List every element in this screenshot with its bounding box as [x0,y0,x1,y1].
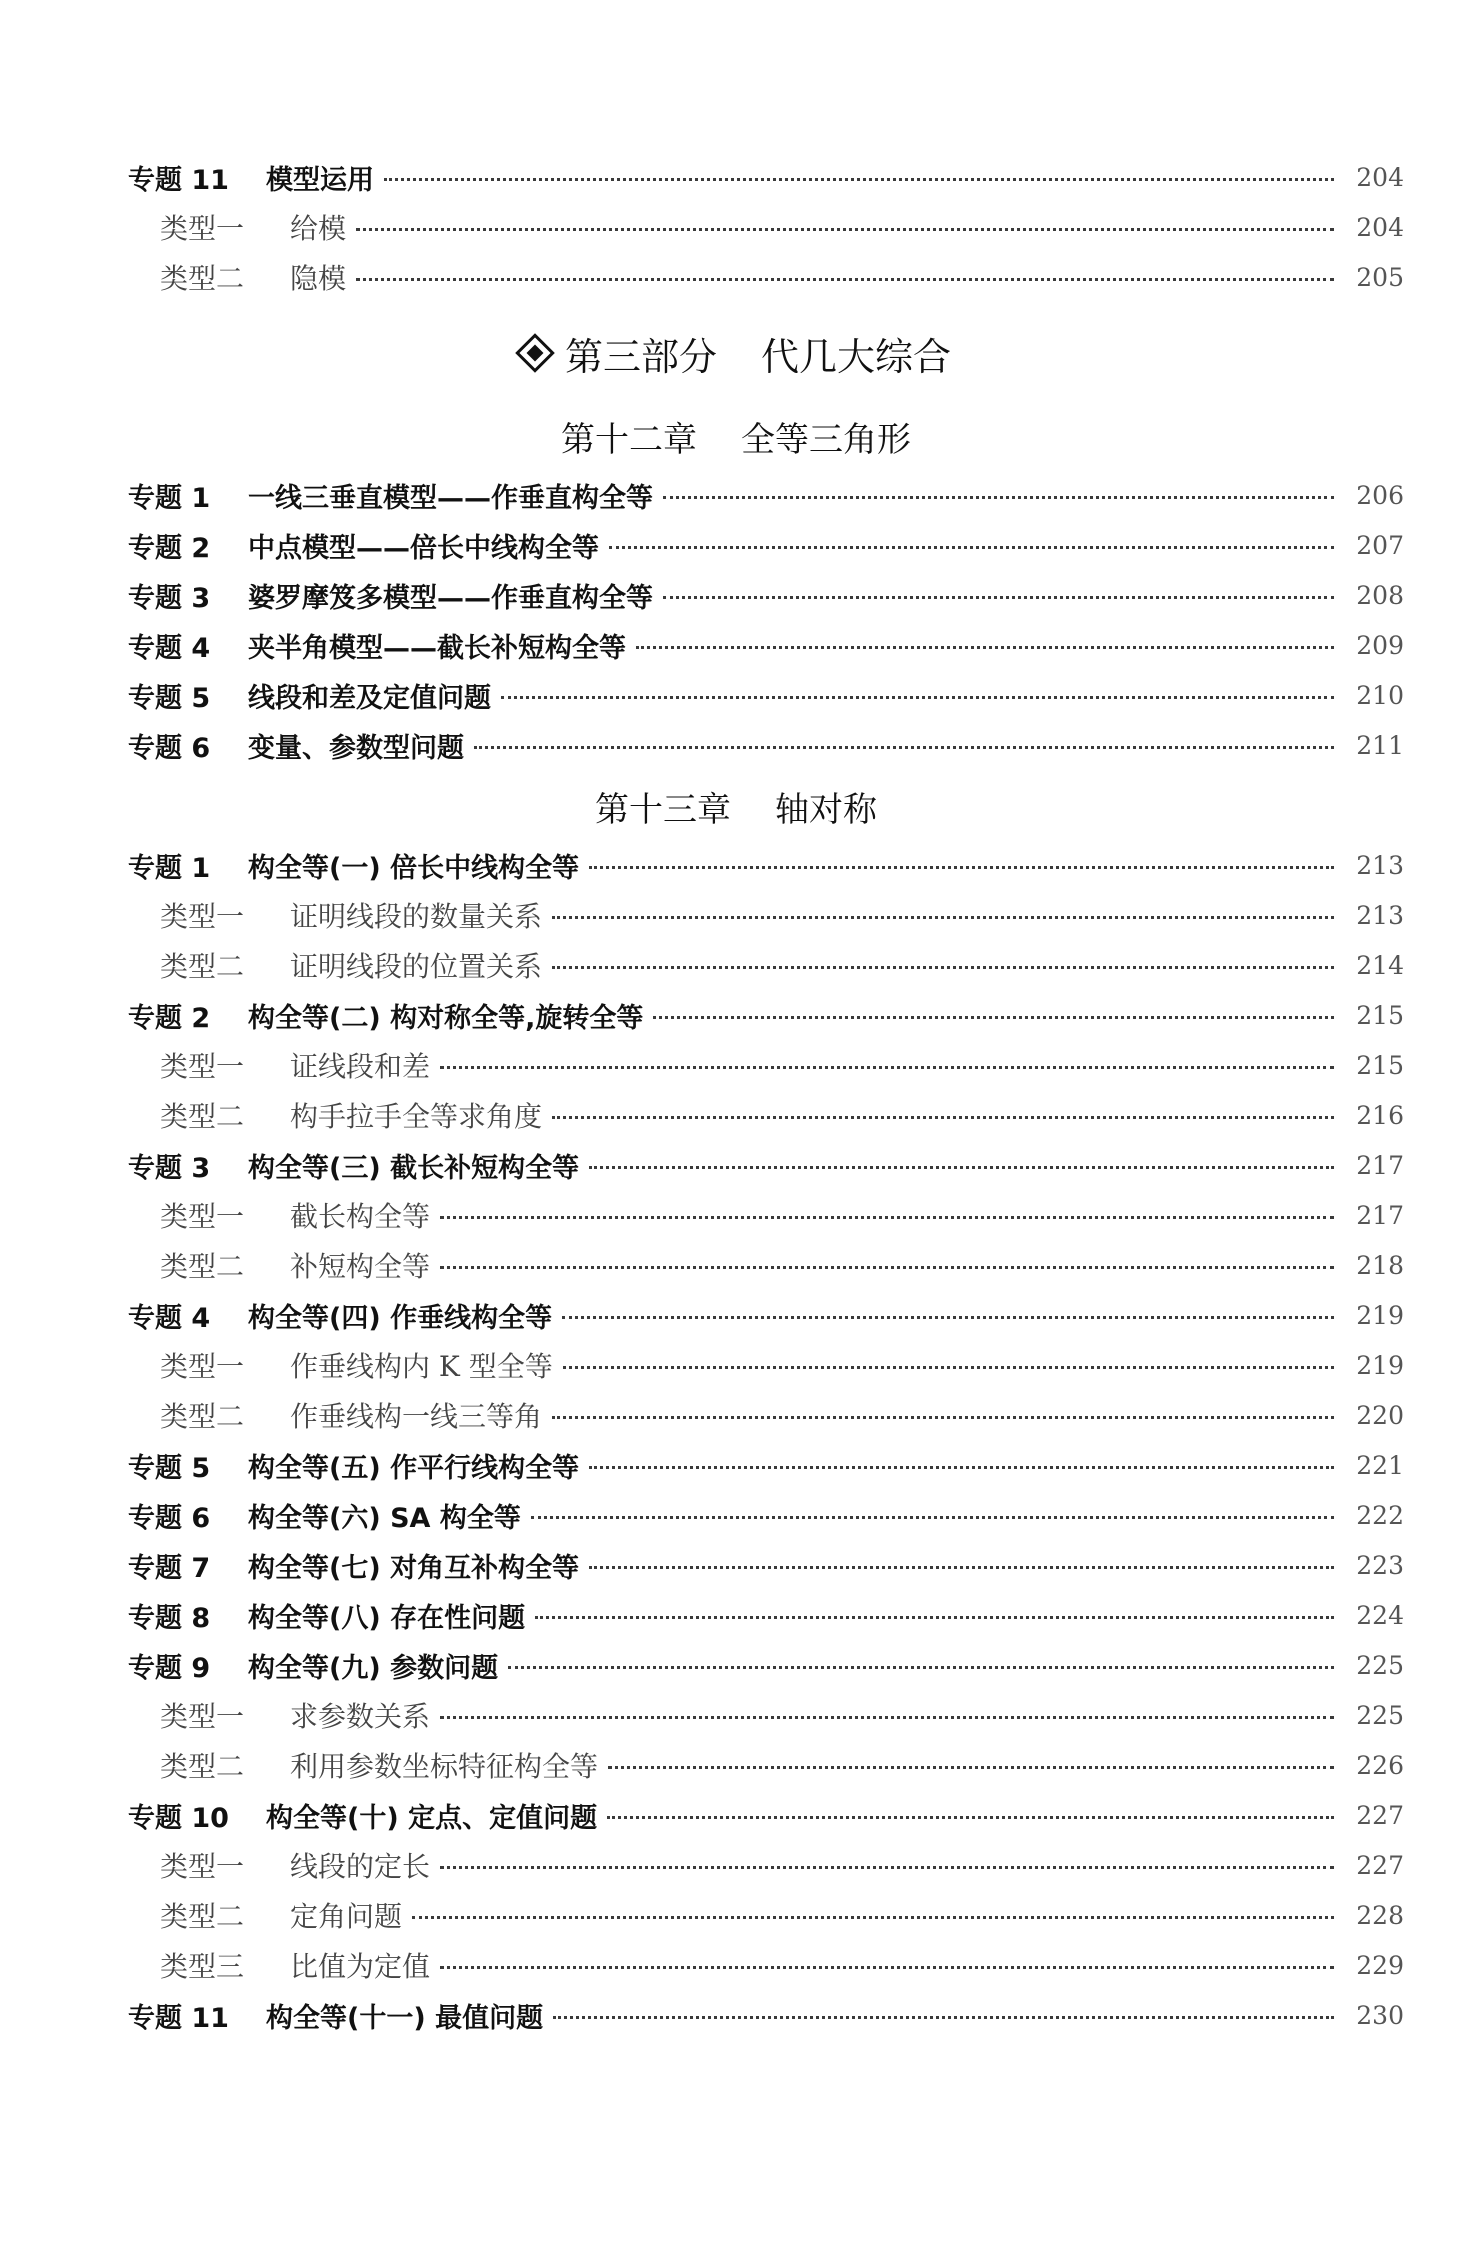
entry-prefix: 专题 2 [128,532,211,564]
entry-page-number: 218 [1356,1250,1404,1280]
entry-page-number: 225 [1356,1700,1404,1730]
dot-leader [356,227,1334,231]
entry-page-number: 226 [1356,1750,1404,1780]
dot-leader [589,1565,1334,1569]
part-title: 代几大综合 [761,334,952,379]
entry-title: 求参数关系 [290,1700,431,1733]
dot-leader [440,1965,1334,1969]
toc-entry-topic[interactable] [128,720,1404,770]
entry-title: 给模 [290,212,347,245]
dot-leader [608,1765,1334,1769]
dot-leader [663,595,1334,599]
toc-entry-topic[interactable] [128,670,1404,720]
entry-title: 证明线段的位置关系 [290,950,543,983]
dot-leader [552,1115,1334,1119]
dot-leader [589,1165,1334,1169]
entry-page-number: 204 [1356,162,1404,192]
entry-page-number: 215 [1356,1000,1404,1030]
entry-prefix: 类型二 [160,1250,245,1283]
entry-title: 构全等(四) 作垂线构全等 [248,1302,553,1334]
entry-title: 作垂线构内 K 型全等 [290,1350,553,1383]
diamond-bullet-icon [515,333,555,373]
entry-title: 补短构全等 [290,1250,431,1283]
dot-leader [440,1865,1334,1869]
entry-page-number: 211 [1356,730,1404,760]
dot-leader [562,1315,1334,1319]
entry-page-number: 213 [1356,900,1404,930]
entry-prefix: 专题 4 [128,632,211,664]
entry-page-number: 219 [1356,1350,1404,1380]
toc-entry-topic[interactable] [128,1140,1404,1190]
entry-prefix: 专题 3 [128,582,211,614]
entry-page-number: 214 [1356,950,1404,980]
part-heading [0,318,1472,388]
toc-entry-topic[interactable] [128,1490,1404,1540]
toc-entry-topic[interactable] [128,1440,1404,1490]
entry-page-number: 221 [1356,1450,1404,1480]
dot-leader [535,1615,1334,1619]
toc-entry-topic[interactable] [128,470,1404,520]
entry-title: 变量、参数型问题 [248,732,464,764]
toc-entry-type[interactable] [160,252,1404,302]
toc-entry-type[interactable] [160,1940,1404,1990]
entry-page-number: 206 [1356,480,1404,510]
entry-title: 构全等(一) 倍长中线构全等 [248,852,580,884]
entry-prefix: 专题 6 [128,732,211,764]
entry-page-number: 213 [1356,850,1404,880]
entry-prefix: 类型一 [160,1350,245,1383]
entry-title: 证明线段的数量关系 [290,900,543,933]
entry-title: 模型运用 [266,164,374,196]
toc-entry-topic[interactable] [128,1790,1404,1840]
entry-title: 构全等(八) 存在性问题 [248,1602,526,1634]
entry-page-number: 205 [1356,262,1404,292]
entry-prefix: 类型一 [160,212,245,245]
entry-prefix: 专题 7 [128,1552,211,1584]
toc-entry-type[interactable] [160,1190,1404,1240]
toc-entry-type[interactable] [160,1340,1404,1390]
dot-leader [609,545,1334,549]
dot-leader [501,695,1334,699]
entry-page-number: 227 [1356,1800,1404,1830]
entry-prefix: 类型一 [160,900,245,933]
toc-entry-topic[interactable] [128,620,1404,670]
entry-prefix: 类型二 [160,1750,245,1783]
entry-page-number: 227 [1356,1850,1404,1880]
entry-page-number: 219 [1356,1300,1404,1330]
dot-leader [440,1715,1334,1719]
entry-title: 定角问题 [290,1900,403,1933]
entry-page-number: 230 [1356,2000,1404,2030]
entry-page-number: 215 [1356,1050,1404,1080]
entry-title: 利用参数坐标特征构全等 [290,1750,599,1783]
toc-entry-topic[interactable] [128,990,1404,1040]
dot-leader [636,645,1334,649]
entry-page-number: 216 [1356,1100,1404,1130]
entry-page-number: 222 [1356,1500,1404,1530]
entry-title: 构手拉手全等求角度 [290,1100,543,1133]
entry-prefix: 类型二 [160,1100,245,1133]
chapter-number: 第十三章 [595,789,731,830]
entry-prefix: 专题 5 [128,1452,211,1484]
entry-title: 作垂线构一线三等角 [290,1400,543,1433]
toc-entry-type[interactable] [160,940,1404,990]
entry-prefix: 类型一 [160,1200,245,1233]
entry-title: 构全等(九) 参数问题 [248,1652,499,1684]
entry-prefix: 类型二 [160,950,245,983]
toc-entry-type[interactable] [160,1740,1404,1790]
dot-leader [663,495,1334,499]
entry-prefix: 专题 1 [128,482,211,514]
entry-prefix: 专题 11 [128,164,229,196]
entry-title: 构全等(六) SA 构全等 [248,1502,521,1534]
entry-page-number: 223 [1356,1550,1404,1580]
toc-entry-topic[interactable] [128,1640,1404,1690]
dot-leader [356,277,1334,281]
entry-title: 隐模 [290,262,347,295]
entry-title: 线段的定长 [290,1850,431,1883]
entry-title: 截长构全等 [290,1200,431,1233]
entry-page-number: 220 [1356,1400,1404,1430]
entry-page-number: 229 [1356,1950,1404,1980]
toc-entry-type[interactable] [160,202,1404,252]
entry-page-number: 210 [1356,680,1404,710]
dot-leader [384,177,1334,181]
entry-title: 证线段和差 [290,1050,431,1083]
entry-page-number: 207 [1356,530,1404,560]
entry-prefix: 专题 6 [128,1502,211,1534]
entry-prefix: 专题 3 [128,1152,211,1184]
dot-leader [653,1015,1334,1019]
toc-entry-type[interactable] [160,1090,1404,1140]
entry-prefix: 专题 10 [128,1802,229,1834]
entry-title: 一线三垂直模型——作垂直构全等 [248,482,653,514]
dot-leader [607,1815,1334,1819]
entry-title: 中点模型——倍长中线构全等 [248,532,599,564]
entry-title: 构全等(十) 定点、定值问题 [266,1802,598,1834]
chapter-number: 第十二章 [561,419,697,460]
dot-leader [440,1065,1334,1069]
chapter-title: 全等三角形 [741,419,911,460]
entry-title: 构全等(五) 作平行线构全等 [248,1452,580,1484]
dot-leader [552,965,1334,969]
toc-entry-topic[interactable] [128,520,1404,570]
entry-prefix: 专题 8 [128,1602,211,1634]
chapter-title: 轴对称 [775,789,877,830]
entry-title: 比值为定值 [290,1950,431,1983]
entry-title: 构全等(三) 截长补短构全等 [248,1152,580,1184]
entry-prefix: 专题 2 [128,1002,211,1034]
dot-leader [563,1365,1334,1369]
toc-entry-topic[interactable] [128,1590,1404,1640]
dot-leader [474,745,1334,749]
toc-entry-topic[interactable] [128,1540,1404,1590]
toc-entry-type[interactable] [160,1840,1404,1890]
entry-page-number: 217 [1356,1150,1404,1180]
dot-leader [531,1515,1334,1519]
toc-entry-type[interactable] [160,1890,1404,1940]
entry-prefix: 专题 11 [128,2002,229,2034]
dot-leader [553,2015,1334,2019]
entry-title: 构全等(二) 构对称全等,旋转全等 [248,1002,644,1034]
entry-title: 构全等(七) 对角互补构全等 [248,1552,580,1584]
entry-prefix: 类型一 [160,1050,245,1083]
toc-entry-type[interactable] [160,1390,1404,1440]
chapter-heading [0,408,1472,464]
entry-prefix: 专题 9 [128,1652,211,1684]
dot-leader [440,1265,1334,1269]
entry-prefix: 类型一 [160,1850,245,1883]
entry-prefix: 专题 1 [128,852,211,884]
toc-entry-topic[interactable] [128,1290,1404,1340]
entry-prefix: 类型二 [160,262,245,295]
entry-page-number: 209 [1356,630,1404,660]
entry-prefix: 类型二 [160,1900,245,1933]
dot-leader [589,865,1334,869]
dot-leader [440,1215,1334,1219]
entry-page-number: 225 [1356,1650,1404,1680]
dot-leader [552,915,1334,919]
entry-title: 构全等(十一) 最值问题 [266,2002,544,2034]
toc-entry-type[interactable] [160,1240,1404,1290]
entry-page-number: 208 [1356,580,1404,610]
entry-prefix: 专题 5 [128,682,211,714]
toc-entry-type[interactable] [160,1690,1404,1740]
entry-prefix: 类型三 [160,1950,245,1983]
entry-page-number: 228 [1356,1900,1404,1930]
toc-entry-topic[interactable] [128,570,1404,620]
toc-entry-topic[interactable] [128,152,1404,202]
entry-page-number: 204 [1356,212,1404,242]
entry-prefix: 类型二 [160,1400,245,1433]
entry-title: 夹半角模型——截长补短构全等 [248,632,626,664]
chapter-heading [0,778,1472,834]
entry-title: 线段和差及定值问题 [248,682,491,714]
toc-entry-type[interactable] [160,1040,1404,1090]
toc-entry-topic[interactable] [128,840,1404,890]
entry-title: 婆罗摩笈多模型——作垂直构全等 [248,582,653,614]
toc-entry-type[interactable] [160,890,1404,940]
entry-page-number: 224 [1356,1600,1404,1630]
dot-leader [508,1665,1334,1669]
toc-entry-topic[interactable] [128,1990,1404,2040]
dot-leader [412,1915,1334,1919]
entry-prefix: 类型一 [160,1700,245,1733]
dot-leader [589,1465,1334,1469]
entry-prefix: 专题 4 [128,1302,211,1334]
dot-leader [552,1415,1334,1419]
entry-page-number: 217 [1356,1200,1404,1230]
part-number: 第三部分 [564,334,717,379]
